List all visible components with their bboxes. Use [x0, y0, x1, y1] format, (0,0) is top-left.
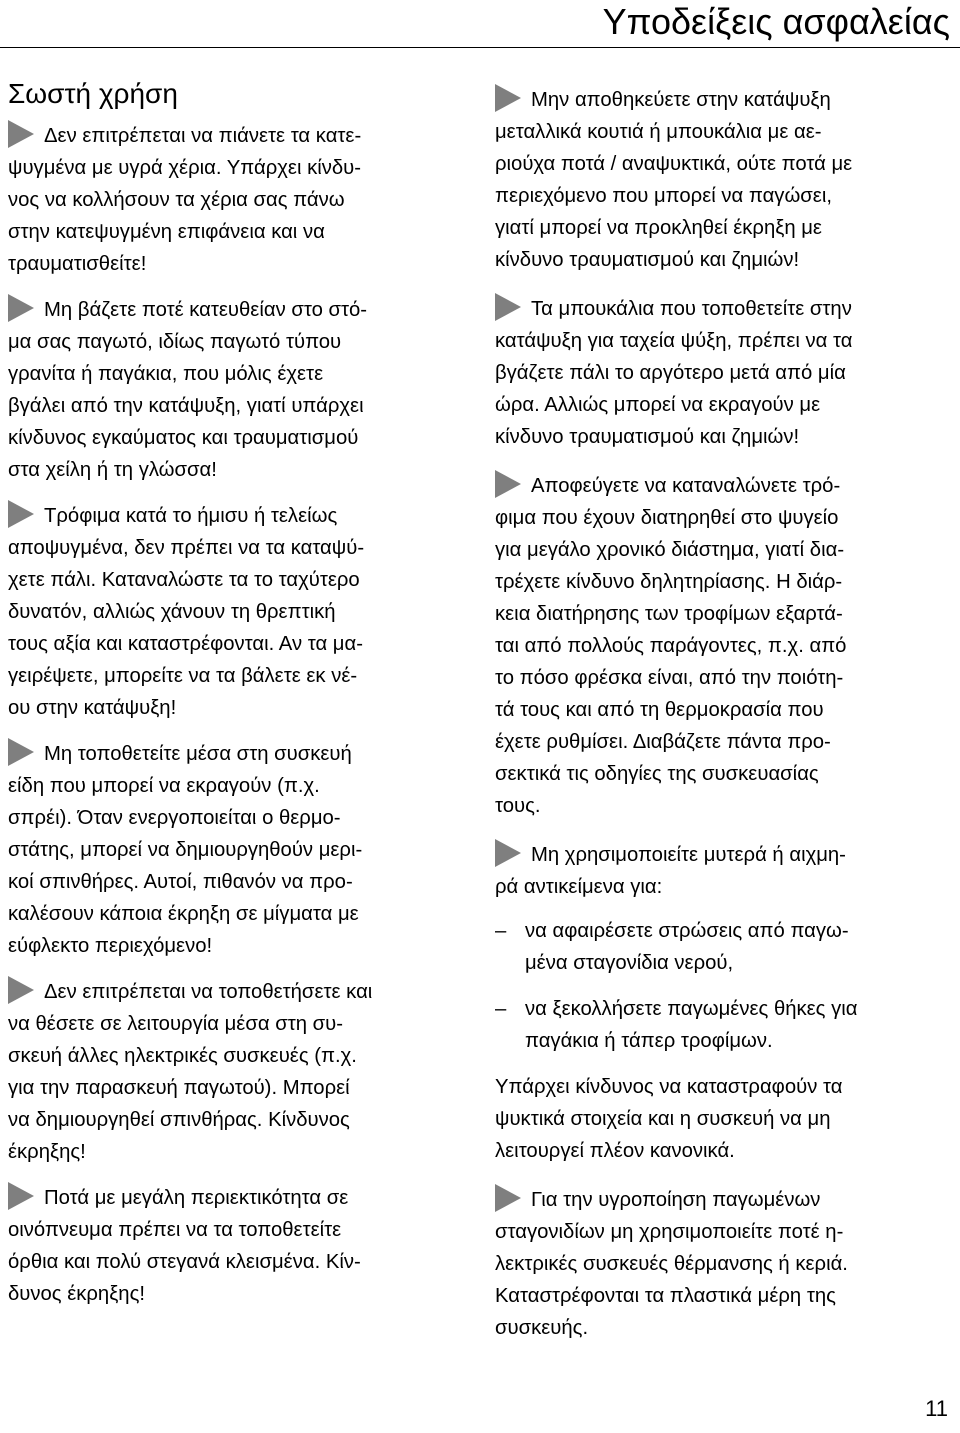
arrow-right-triangle-icon	[8, 500, 34, 528]
arrow-right-triangle-icon	[8, 976, 34, 1004]
safety-item	[495, 470, 955, 822]
safety-item-text: Για την υγροποίηση παγωμένων σταγονιδίων μη χρησιμοποιείτε ποτέ η- λεκτρικές συσκευές θέρμανσης ή κεριά. Καταστρέφονται τα πλαστικά μέρη της συσκευής.	[495, 1189, 848, 1339]
arrow-right-triangle-icon	[495, 470, 521, 498]
section-heading: Σωστή χρήση	[8, 78, 178, 109]
safety-item	[495, 1184, 955, 1344]
dash-bullet: –	[495, 998, 507, 1020]
safety-item	[8, 976, 470, 1168]
arrow-right-triangle-icon	[495, 293, 521, 321]
safety-item-text: Τρόφιμα κατά το ήμισυ ή τελείως αποψυγμένα, δεν πρέπει να τα καταψύ- χετε πάλι. Καταναλώστε τα το ταχύτερο δυνατόν, αλλιώς χάνουν τη θρεπτική τους αξία και καταστρέφονται. Αν τα μα- γειρέψετε, μπορείτε να τα βάλετε εκ νέ- ου στην κατάψυξη!	[8, 505, 365, 719]
page-title: Υποδείξεις ασφαλείας	[602, 1, 950, 42]
page-number: 11	[925, 1396, 948, 1421]
safety-item	[495, 84, 955, 276]
safety-item-text: Τα μπουκάλια που τοποθετείτε στην κατάψυξη για ταχεία ψύξη, πρέπει να τα βγάζετε πάλι το αργότερο μετά από μία ώρα. Αλλιώς μπορεί να εκραγούν με κίνδυνο τραυματισμού και ζημιών!	[495, 298, 853, 448]
right-column	[495, 84, 955, 1361]
arrow-right-triangle-icon	[8, 294, 34, 322]
safety-item-text: Αποφεύγετε να καταναλώνετε τρό- φιμα που έχουν διατηρηθεί στο ψυγείο για μεγάλο χρονικό διάστημα, γιατί δια- τρέχετε κίνδυνο δηλητηρίασης. Η διάρ- κεια διατήρησης των τροφίμων εξαρτά- ται από πολλούς παράγοντες, π.χ. από το πόσο φρέσκα είναι, από την ποιότη- τά τους και από τη θερμοκρασία που έχετε ρυθμίσει. Διαβάζετε πάντα προ- σεκτικά τις οδηγίες της συσκευασίας τους.	[495, 475, 847, 817]
arrow-right-triangle-icon	[8, 1182, 34, 1210]
list-item-text: να αφαιρέσετε στρώσεις από παγω- μένα σταγονίδια νερού,	[525, 920, 849, 974]
dash-list	[495, 915, 955, 1057]
safety-item	[8, 1182, 470, 1310]
dash-bullet: –	[495, 920, 507, 942]
safety-item-text: Ποτά με μεγάλη περιεκτικότητα σε οινόπνευμα πρέπει να τα τοποθετείτε όρθια και πολύ στεγανά κλεισμένα. Κίν- δυνος έκρηξης!	[8, 1187, 361, 1305]
safety-item-text: Μη τοποθετείτε μέσα στη συσκευή είδη που μπορεί να εκραγούν (π.χ. σπρέι). Όταν ενεργοποιείται ο θερμο- στάτης, μπορεί να δημιουργηθούν μερι- κοί σπινθήρες. Αυτοί, πιθανόν να προ- καλέσουν κάποια έκρηξη σε μίγματα με εύφλεκτο περιεχόμενο!	[8, 743, 363, 957]
arrow-right-triangle-icon	[8, 120, 34, 148]
list-item	[495, 915, 955, 979]
safety-item-text: Μην αποθηκεύετε στην κατάψυξη μεταλλικά κουτιά ή μπουκάλια με αε- ριούχα ποτά / αναψυκτικά, ούτε ποτά με περιεχόμενο που μπορεί να παγώσει, γιατί μπορεί να προκληθεί έκρηξη με κίνδυνο τραυματισμού και ζημιών!	[495, 89, 853, 271]
safety-item	[8, 120, 470, 280]
list-item	[495, 993, 955, 1057]
safety-item	[8, 738, 470, 962]
list-item-text: να ξεκολλήσετε παγωμένες θήκες για παγάκια ή τάπερ τροφίμων.	[525, 998, 858, 1052]
safety-item-text: Μη χρησιμοποιείτε μυτερά ή αιχμη- ρά αντικείμενα για:	[495, 844, 846, 898]
arrow-right-triangle-icon	[495, 1184, 521, 1212]
header-divider	[0, 47, 960, 48]
safety-item	[8, 500, 470, 724]
safety-item	[495, 839, 955, 903]
safety-item-text: Δεν επιτρέπεται να τοποθετήσετε και να θέσετε σε λειτουργία μέσα στη συ- σκευή άλλες ηλεκτρικές συσκευές (π.χ. για την παρασκευή παγωτού). Μπορεί να δημιουργηθεί σπινθήρας. Κίνδυνος έκρηξης!	[8, 981, 373, 1163]
safety-item-text: Μη βάζετε ποτέ κατευθείαν στο στό- μα σας παγωτό, ιδίως παγωτό τύπου γρανίτα ή παγάκια, που μόλις έχετε βγάλει από την κατάψυξη, γιατί υπάρχει κίνδυνος εγκαύματος και τραυματισμού στα χείλη ή τη γλώσσα!	[8, 299, 368, 481]
safety-item	[8, 294, 470, 486]
arrow-right-triangle-icon	[8, 738, 34, 766]
arrow-right-triangle-icon	[495, 84, 521, 112]
arrow-right-triangle-icon	[495, 839, 521, 867]
left-column	[8, 72, 470, 1324]
safety-item-text: Δεν επιτρέπεται να πιάνετε τα κατε- ψυγμένα με υγρά χέρια. Υπάρχει κίνδυ- νος να κολλήσουν τα χέρια σας πάνω στην κατεψυγμένη επιφάνεια και να τραυματισθείτε!	[8, 125, 362, 275]
safety-item	[495, 293, 955, 453]
warning-note: Υπάρχει κίνδυνος να καταστραφούν τα ψυκτικά στοιχεία και η συσκευή να μη λειτουργεί πλέον κανονικά.	[495, 1076, 843, 1162]
